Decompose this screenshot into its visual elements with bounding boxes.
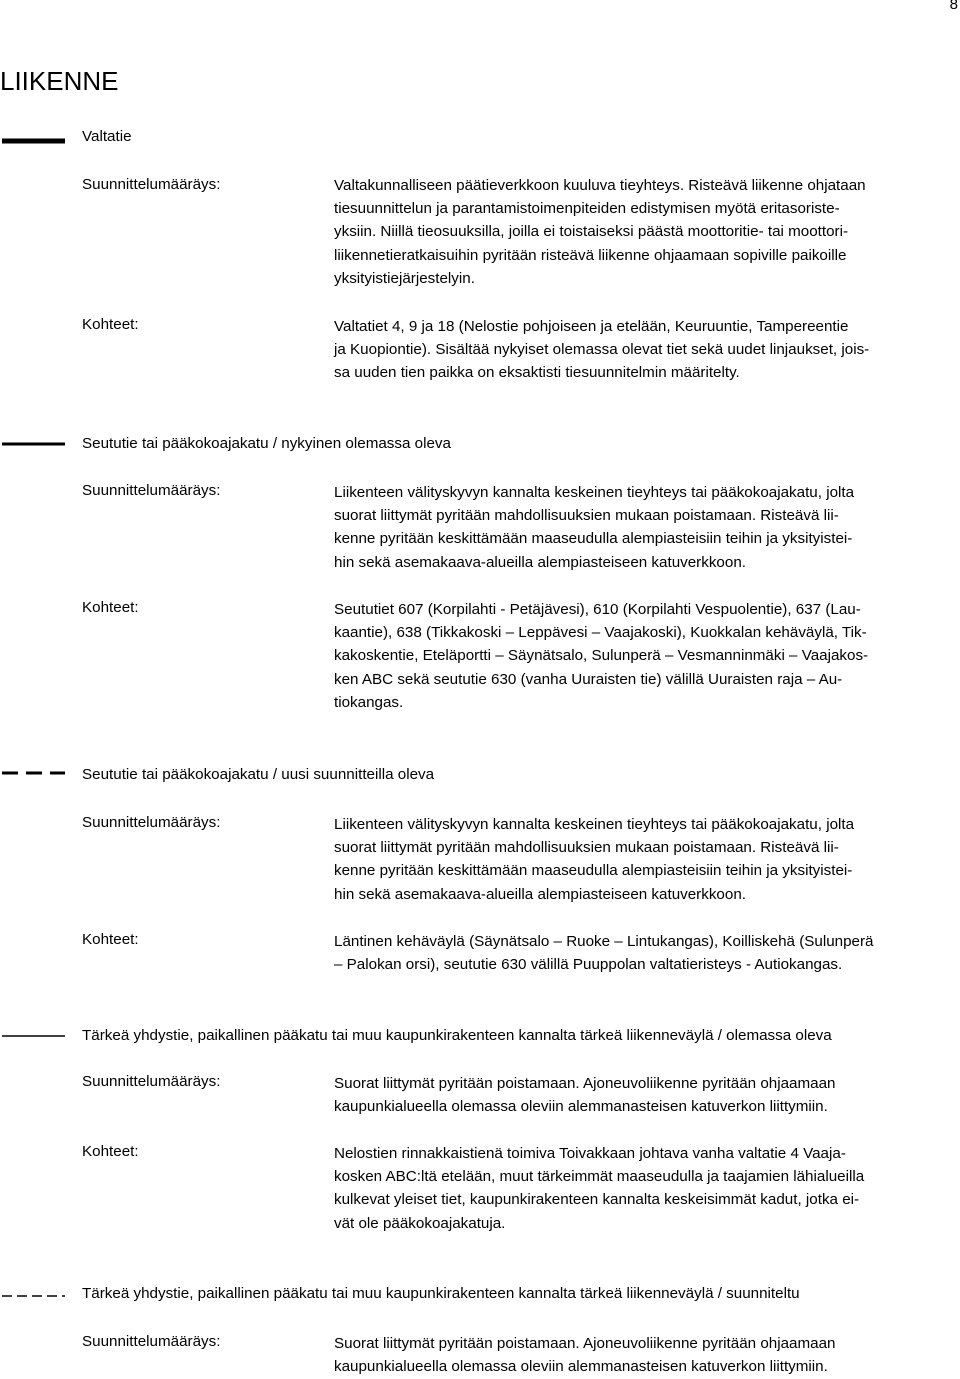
section-heading: Tärkeä yhdystie, paikallinen pääkatu tai muu kaupunkirakenteen kannalta tärkeä liikenneväylä / suunniteltu (82, 1285, 800, 1302)
row-text: Läntinen kehäväylä (Säynätsalo – Ruoke – Lintukangas), Koilliskehä (Sulunperä – Palokan orsi), seututie 630 välillä Puuppolan valtatieristeys - Autiokangas. (334, 933, 874, 974)
row-text: Liikenteen välityskyvyn kannalta keskeinen tieyhteys tai pääkokoajakatu, jolta suorat liittymät pyritään mahdollisuuksien mukaan poistamaan. Risteävä lii- kenne pyritään keskittämään maaseudulla alempiasteisiin teihin ja yksityistei- hin sekä asemakaava-alueilla alempiasteiseen katuverkkoon. (334, 484, 855, 571)
section-heading: Valtatie (82, 128, 132, 145)
thin-solid-line-icon (2, 1031, 65, 1041)
row-label: Kohteet: (82, 1143, 139, 1160)
row-label: Suunnittelumääräys: (82, 482, 221, 499)
page-title: LIIKENNE (0, 66, 119, 96)
row-text: Liikenteen välityskyvyn kannalta keskeinen tieyhteys tai pääkokoajakatu, jolta suorat liittymät pyritään mahdollisuuksien mukaan poistamaan. Risteävä lii- kenne pyritään keskittämään maaseudulla alempiasteisiin teihin ja yksityistei- hin sekä asemakaava-alueilla alempiasteiseen katuverkkoon. (334, 816, 855, 903)
row-label: Suunnittelumääräys: (82, 176, 221, 193)
thin-dashed-line-icon (2, 1291, 65, 1301)
row-text: Suorat liittymät pyritään poistamaan. Ajoneuvoliikenne pyritään ohjaamaan kaupunkialueella olemassa oleviin alemmanasteisen katuverkon liittymiin. (334, 1335, 836, 1376)
row-label: Suunnittelumääräys: (82, 1333, 221, 1350)
section-heading: Seututie tai pääkokoajakatu / nykyinen olemassa oleva (82, 435, 451, 452)
row-label: Suunnittelumääräys: (82, 1073, 221, 1090)
row-label: Kohteet: (82, 316, 139, 333)
page-number: 8 (949, 0, 958, 13)
medium-solid-line-icon (2, 439, 65, 449)
thick-solid-line-icon (2, 136, 65, 146)
section-heading: Seututie tai pääkokoajakatu / uusi suunnitteilla oleva (82, 766, 435, 783)
row-label: Kohteet: (82, 931, 139, 948)
row-text: Suorat liittymät pyritään poistamaan. Ajoneuvoliikenne pyritään ohjaamaan kaupunkialueella olemassa oleviin alemmanasteisen katuverkon liittymiin. (334, 1075, 836, 1116)
row-text: Valtakunnalliseen päätieverkkoon kuuluva tieyhteys. Risteävä liikenne ohjataan tiesuunnittelun ja parantamistoimenpiteiden edistymisen myötä eritasoriste- yksiin. Niillä tieosuuksilla, joilla ei toistaiseksi päästä moottoritie- tai moottori- liikennetieratkaisuihin pyritään risteävä liikenne ohjaamaan sopiville paikoille yksityistiejärjestelyin. (334, 177, 866, 287)
row-text: Nelostien rinnakkaistienä toimiva Toivakkaan johtava vanha valtatie 4 Vaaja- kosken ABC:ltä etelään, muut tärkeimmät maaseudulla ja taajamien lähialueilla kulkevat yleiset tiet, kaupunkirakenteen kannalta keskeisimmät kadut, jotka ei- vät ole pääkokoajakatuja. (334, 1145, 865, 1232)
row-text: Valtatiet 4, 9 ja 18 (Nelostie pohjoiseen ja etelään, Keuruuntie, Tampereentie ja Kuopiontie). Sisältää nykyiset olemassa olevat tiet sekä uudet linjaukset, jois- sa uuden tien paikka on eksaktisti tiesuunnitelmin määritelty. (334, 318, 870, 382)
row-label: Kohteet: (82, 599, 139, 616)
medium-dashed-line-icon (2, 768, 65, 778)
row-text: Seututiet 607 (Korpilahti - Petäjävesi), 610 (Korpilahti Vespuolentie), 637 (Lau- kaantie), 638 (Tikkakoski – Leppävesi – Vaajakoski), Kuokkalan kehäväylä, Tik- kakoskentie, Eteläportti – Säynätsalo, Sulunperä – Vesmanninmäki – Vaajakos- ken ABC sekä seututie 630 (vanha Uuraisten tie) välillä Uuraisten raja – Au- tiokangas. (334, 601, 869, 711)
row-label: Suunnittelumääräys: (82, 814, 221, 831)
section-heading: Tärkeä yhdystie, paikallinen pääkatu tai muu kaupunkirakenteen kannalta tärkeä liikenneväylä / olemassa oleva (82, 1027, 832, 1044)
